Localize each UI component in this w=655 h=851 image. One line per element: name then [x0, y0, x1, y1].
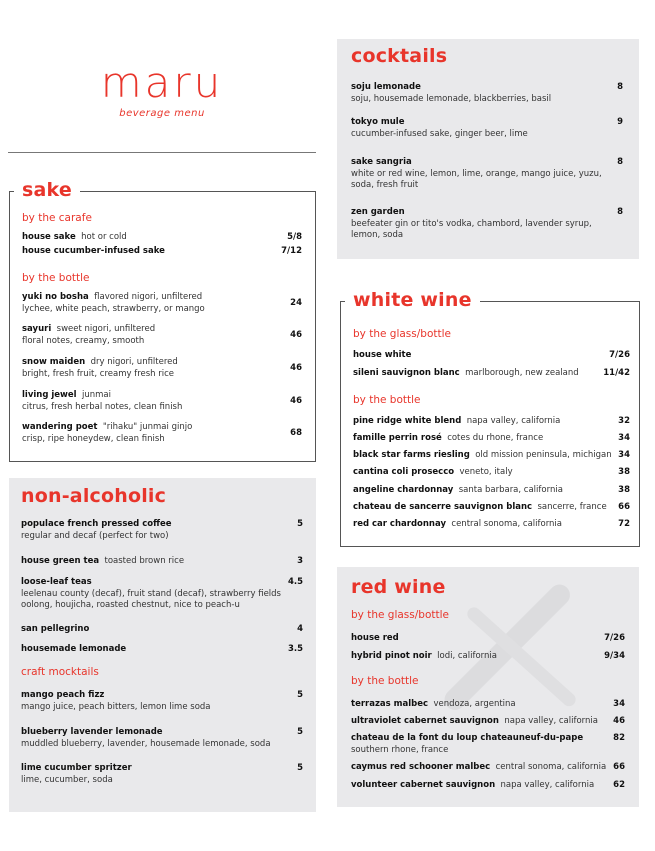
- menu-item: hybrid pinot noir lodi, california 9/34: [351, 651, 625, 661]
- red-wine-bottle-label: by the bottle: [351, 675, 419, 687]
- white-wine-bottle-label: by the bottle: [353, 394, 421, 406]
- menu-item: living jewel junmai citrus, fresh herbal notes, clean finish 46: [22, 390, 302, 412]
- menu-item: famille perrin rosé cotes du rhone, france 34: [353, 433, 630, 443]
- menu-item: loose-leaf teas leelenau county (decaf), fruit stand (decaf), strawberry fields oolong, houjicha, roasted chestnut, nice to peach-u 4.5: [21, 577, 303, 610]
- logo-subtitle: beverage menu: [119, 108, 205, 119]
- menu-item: house red 7/26: [351, 633, 625, 643]
- menu-item: black star farms riesling old mission peninsula, michigan 34: [353, 450, 630, 460]
- header-divider: [8, 152, 316, 153]
- red-wine-glass-label: by the glass/bottle: [351, 609, 449, 621]
- menu-item: caymus red schooner malbec central sonoma, california 66: [351, 762, 625, 772]
- menu-item: cantina coli prosecco veneto, italy 38: [353, 467, 630, 477]
- menu-item: volunteer cabernet sauvignon napa valley, california 62: [351, 780, 625, 790]
- white-wine-title: white wine: [345, 288, 480, 312]
- red-wine-title: red wine: [351, 576, 446, 598]
- sake-section: [9, 179, 316, 462]
- menu-item: soju lemonade soju, housemade lemonade, blackberries, basil 8: [351, 82, 623, 104]
- menu-item: housemade lemonade 3.5: [21, 644, 303, 654]
- red-wine-section: [337, 567, 639, 807]
- menu-item: san pellegrino 4: [21, 624, 303, 634]
- white-wine-section: [340, 289, 640, 547]
- sake-bottle-label: by the bottle: [22, 272, 90, 284]
- menu-item: pine ridge white blend napa valley, california 32: [353, 416, 630, 426]
- logo: [82, 60, 242, 119]
- menu-item: yuki no bosha flavored nigori, unfiltered lychee, white peach, strawberry, or mango 24: [22, 292, 302, 314]
- cocktails-title: cocktails: [351, 45, 448, 67]
- logo-title: maru: [100, 58, 224, 107]
- menu-item: sake sangria white or red wine, lemon, lime, orange, mango juice, yuzu, soda, fresh fruit 8: [351, 157, 623, 190]
- sake-carafe-label: by the carafe: [22, 212, 92, 224]
- menu-item: populace french pressed coffee regular and decaf (perfect for two) 5: [21, 519, 303, 541]
- menu-item: wandering poet "rihaku" junmai ginjo crisp, ripe honeydew, clean finish 68: [22, 422, 302, 444]
- sake-title: sake: [14, 178, 80, 202]
- non-alcoholic-section: [9, 478, 316, 812]
- menu-item: sileni sauvignon blanc marlborough, new zealand 11/42: [353, 368, 630, 378]
- white-wine-glass-label: by the glass/bottle: [353, 328, 451, 340]
- menu-item: sayuri sweet nigori, unfiltered floral notes, creamy, smooth 46: [22, 324, 302, 346]
- non-alcoholic-title: non-alcoholic: [21, 485, 167, 507]
- menu-item: house cucumber-infused sake 7/12: [22, 246, 302, 256]
- menu-item: angeline chardonnay santa barbara, california 38: [353, 485, 630, 495]
- menu-item: house white 7/26: [353, 350, 630, 360]
- menu-item: zen garden beefeater gin or tito's vodka, chambord, lavender syrup, lemon, soda 8: [351, 207, 623, 240]
- menu-item: snow maiden dry nigori, unfiltered bright, fresh fruit, creamy fresh rice 46: [22, 357, 302, 379]
- menu-item: lime cucumber spritzer lime, cucumber, soda 5: [21, 763, 303, 785]
- menu-item: chateau de sancerre sauvignon blanc sancerre, france 66: [353, 502, 630, 512]
- mocktails-label: craft mocktails: [21, 666, 99, 678]
- cocktails-section: [337, 39, 639, 259]
- menu-item: house green tea toasted brown rice 3: [21, 556, 303, 566]
- menu-item: blueberry lavender lemonade muddled blueberry, lavender, housemade lemonade, soda 5: [21, 727, 303, 749]
- menu-item: terrazas malbec vendoza, argentina 34: [351, 699, 625, 709]
- menu-item: tokyo mule cucumber-infused sake, ginger beer, lime 9: [351, 117, 623, 139]
- menu-item: chateau de la font du loup chateauneuf-du-pape southern rhone, france 82: [351, 733, 625, 755]
- menu-item: red car chardonnay central sonoma, california 72: [353, 519, 630, 529]
- menu-item: mango peach fizz mango juice, peach bitters, lemon lime soda 5: [21, 690, 303, 712]
- menu-item: house sake hot or cold 5/8: [22, 232, 302, 242]
- menu-item: ultraviolet cabernet sauvignon napa valley, california 46: [351, 716, 625, 726]
